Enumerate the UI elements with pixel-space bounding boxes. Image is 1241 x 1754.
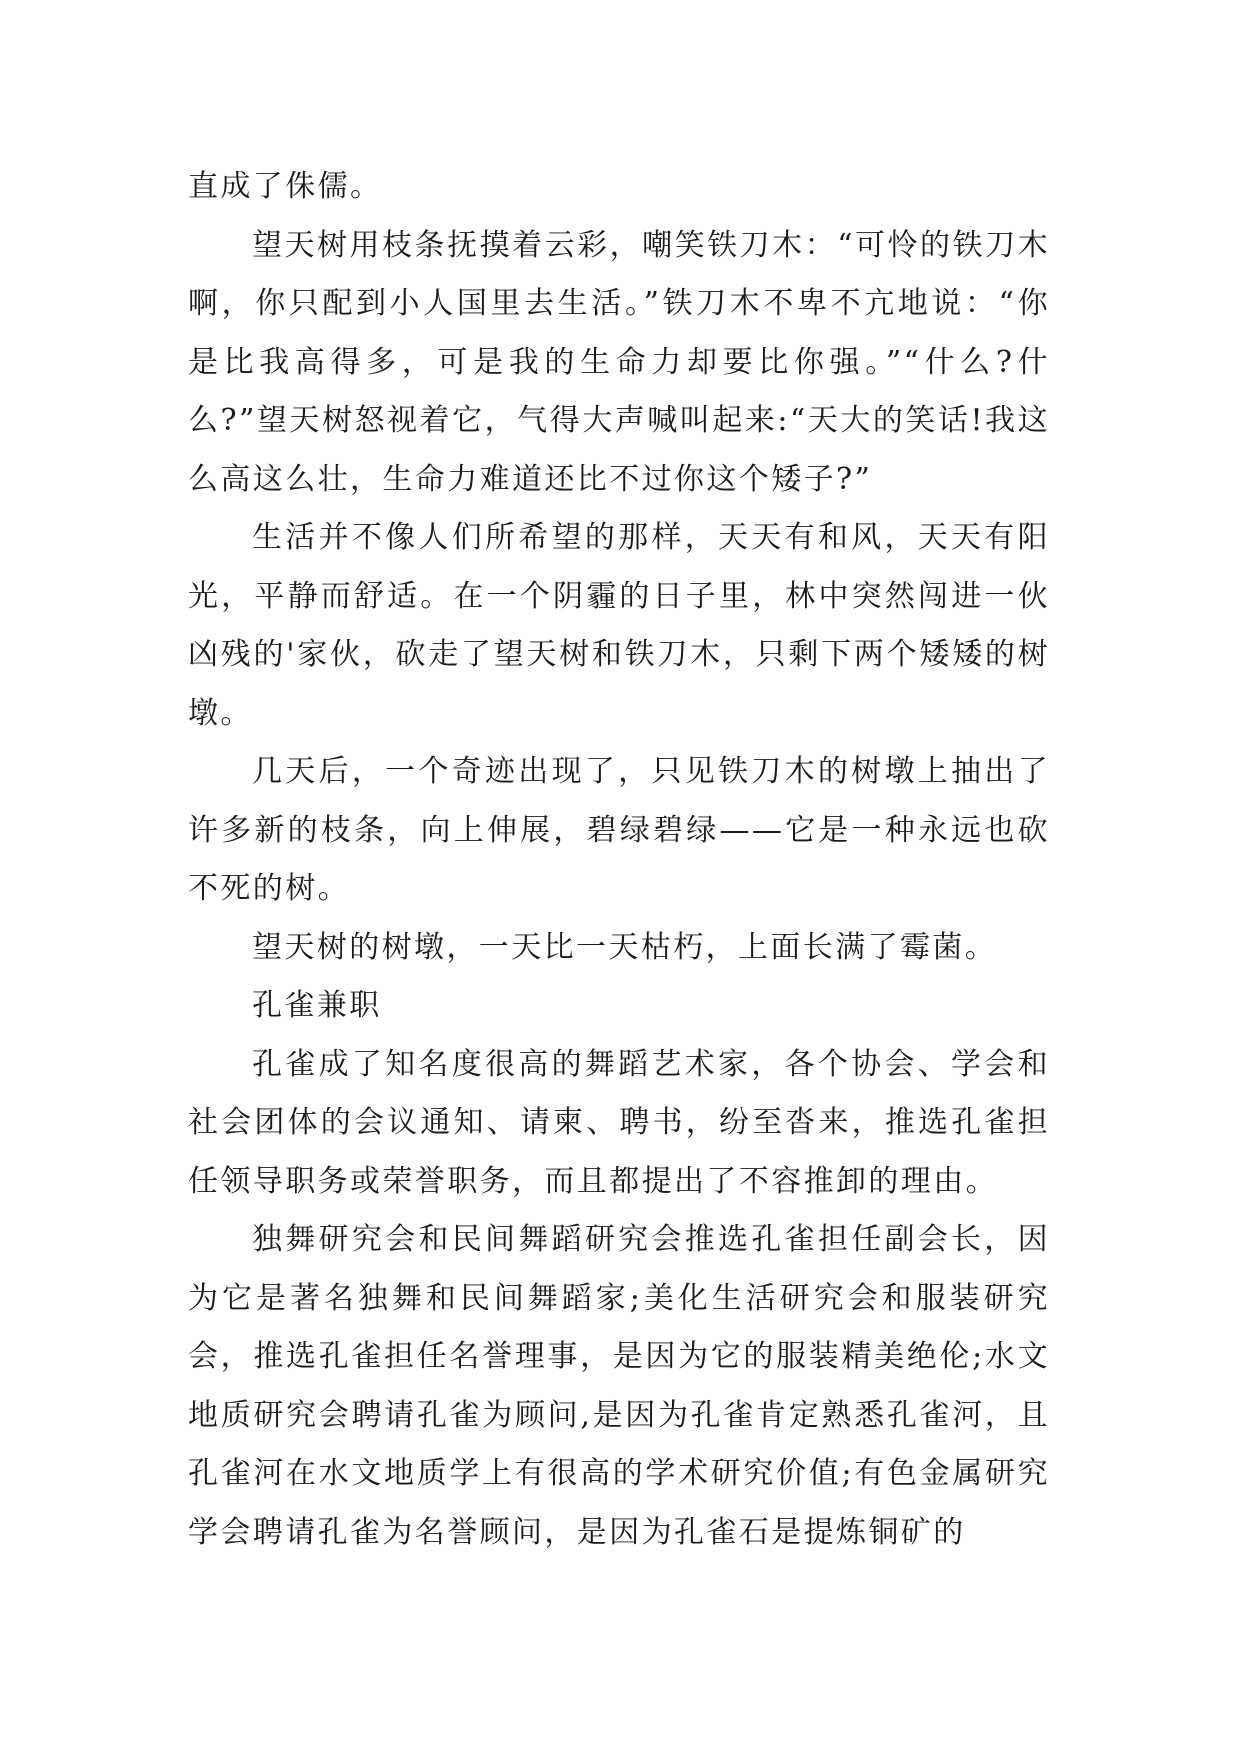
paragraph-6: 孔雀成了知名度很高的舞蹈艺术家，各个协会、学会和社会团体的会议通知、请柬、聘书，纷至沓来，推选孔雀担任领导职务或荣誉职务，而且都提出了不容推卸的理由。 — [188, 1046, 1050, 1199]
paragraph-2: 望天树用枝条抚摸着云彩，嘲笑铁刀木：“可怜的铁刀木啊，你只配到小人国里去生活。”铁刀木不卑不亢地说：“你是比我高得多，可是我的生命力却要比你强。”“什么?什么?”望天树怒视着它，气得大声喊叫起来:“天大的笑话!我这么高这么壮，生命力难道还比不过你这个矮子?” — [188, 227, 1050, 497]
section-heading: 孔雀兼职 — [252, 988, 382, 1023]
paragraph-3: 生活并不像人们所希望的那样，天天有和风，天天有阳光，平静而舒适。在一个阴霾的日子里，林中突然闯进一伙凶残的'家伙，砍走了望天树和铁刀木，只剩下两个矮矮的树墩。 — [188, 520, 1050, 731]
paragraph-4: 几天后，一个奇迹出现了，只见铁刀木的树墩上抽出了许多新的枝条，向上伸展，碧绿碧绿——它是一种永远也砍不死的树。 — [188, 754, 1050, 906]
paragraph-1: 直成了侏儒。 — [188, 169, 383, 204]
paragraph-5: 望天树的树墩，一天比一天枯朽，上面长满了霉菌。 — [252, 929, 998, 965]
paragraph-7: 独舞研究会和民间舞蹈研究会推选孔雀担任副会长，因为它是著名独舞和民间舞蹈家;美化生活研究会和服装研究会，推选孔雀担任名誉理事，是因为它的服装精美绝伦;水文地质研究会聘请孔雀为顾问,是因为孔雀肯定熟悉孔雀河，且孔雀河在水文地质学上有很高的学术研究价值;有色金属研究学会聘请孔雀为名誉顾问，是因为孔雀石是提炼铜矿的 — [188, 1222, 1050, 1550]
document-body — [188, 158, 1050, 1562]
